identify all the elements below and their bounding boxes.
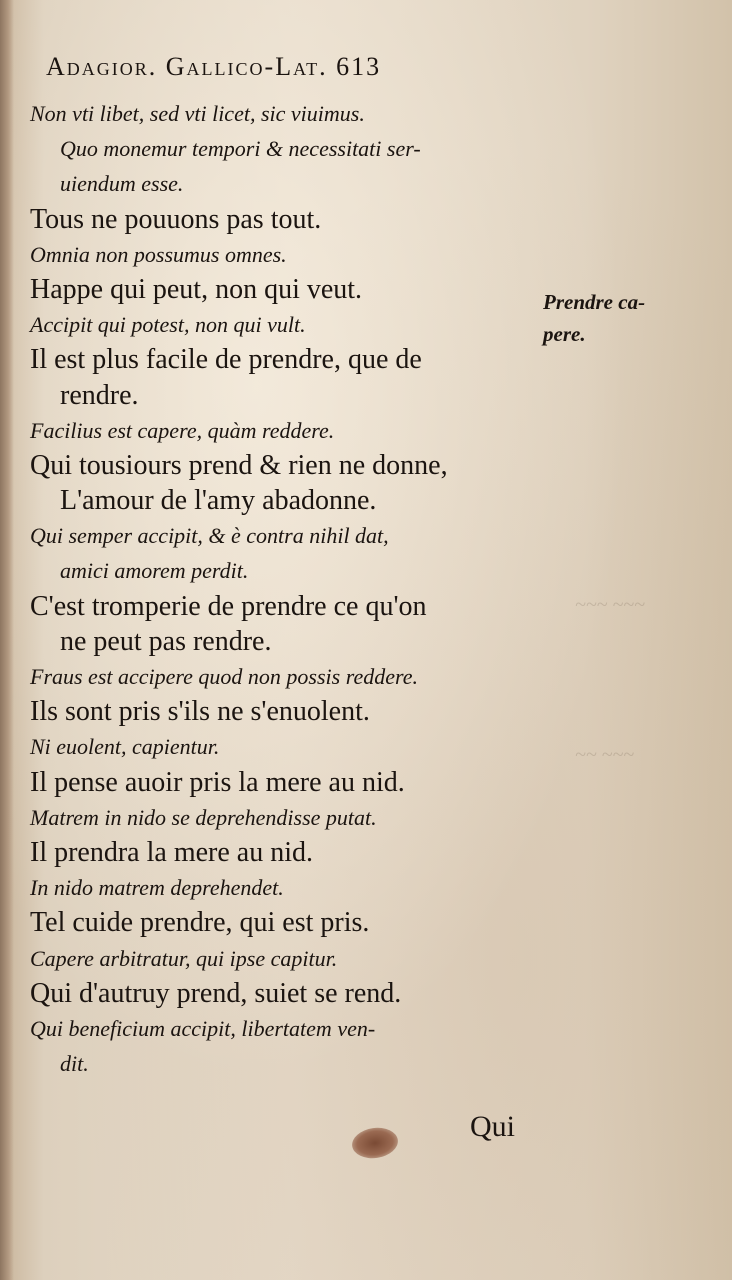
running-header: Adagior. Gallico-Lat. 613: [46, 52, 382, 81]
marginal-note: [543, 286, 645, 350]
french-proverb-line: ne peut pas rendre.: [60, 625, 272, 657]
french-proverb-line: L'amour de l'amy abadonne.: [60, 485, 377, 517]
latin-proverb-line: Qui beneficium accipit, libertatem ven-: [30, 1015, 376, 1041]
french-proverb-line: Qui tousiours prend & rien ne donne,: [30, 449, 448, 481]
french-proverb-line: Ils sont pris s'ils ne s'enuolent.: [30, 696, 370, 728]
latin-proverb-line: amici amorem perdit.: [60, 558, 249, 584]
latin-proverb-line: Accipit qui potest, non qui vult.: [30, 312, 306, 338]
latin-proverb-line: Facilius est capere, quàm reddere.: [30, 417, 335, 443]
latin-proverb-line: Omnia non possumus omnes.: [30, 241, 287, 267]
latin-proverb-line: Non vti libet, sed vti licet, sic viuimus.: [30, 101, 365, 126]
french-proverb-line: Qui d'autruy prend, suiet se rend.: [30, 977, 402, 1009]
french-proverb-line: Il prendra la mere au nid.: [30, 836, 313, 868]
latin-proverb-line: Qui semper accipit, & è contra nihil dat,: [30, 523, 389, 549]
ink-stain: [350, 1125, 400, 1161]
latin-proverb-line: Matrem in nido se deprehendisse putat.: [30, 804, 377, 830]
latin-proverb-line: Ni euolent, capientur.: [30, 734, 220, 760]
catchword: Qui: [470, 1110, 515, 1143]
latin-proverb-line: Quo monemur tempori & necessitati ser-: [60, 136, 421, 162]
latin-proverb-line: uiendum esse.: [60, 171, 184, 197]
latin-proverb-line: Capere arbitratur, qui ipse capitur.: [30, 945, 338, 971]
latin-proverb-line: Fraus est accipere quod non possis reddere.: [30, 664, 418, 689]
marginal-note-line: pere.: [543, 322, 586, 346]
marginal-note-line: Prendre ca-: [543, 290, 646, 314]
french-proverb-line: Il pense auoir pris la mere au nid.: [30, 766, 405, 798]
show-through-text: ~~~ ~~~: [575, 594, 645, 616]
latin-proverb-line: In nido matrem deprehendet.: [30, 875, 284, 901]
french-proverb-line: rendre.: [60, 379, 139, 411]
french-proverb-line: Tous ne pouuons pas tout.: [30, 203, 322, 235]
french-proverb-line: Tel cuide prendre, qui est pris.: [30, 907, 370, 939]
french-proverb-line: C'est tromperie de prendre ce qu'on: [30, 590, 427, 622]
french-proverb-line: Happe qui peut, non qui veut.: [30, 273, 363, 305]
show-through-text: ~~ ~~~: [575, 744, 635, 766]
page-gutter-shadow: [0, 0, 14, 1280]
text-block: [30, 96, 550, 1081]
latin-proverb-line: dit.: [60, 1051, 89, 1077]
french-proverb-line: Il est plus facile de prendre, que de: [30, 344, 422, 376]
